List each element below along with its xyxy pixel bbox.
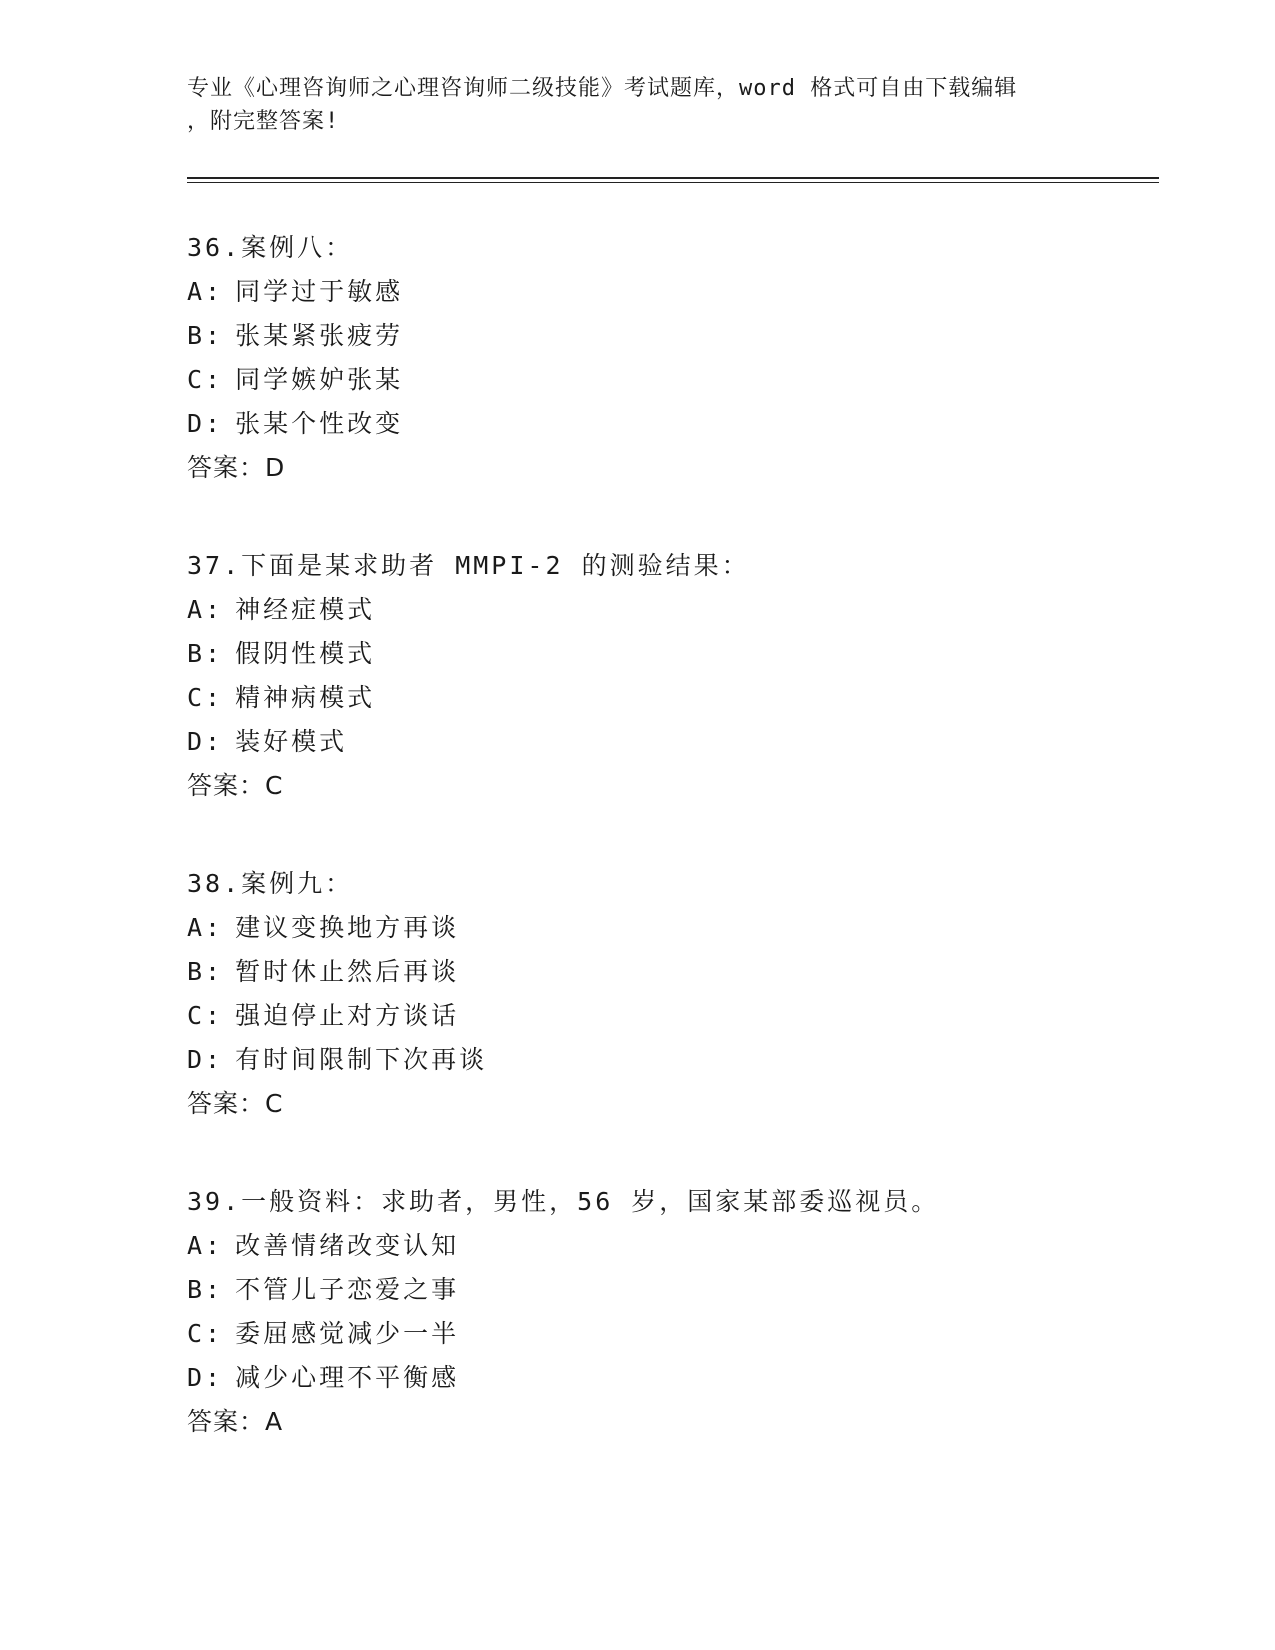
option-b <box>187 634 375 670</box>
question-stem: 39.一般资料：求助者，男性，56 岁，国家某部委巡视员。 <box>187 1187 940 1216</box>
option-text: 装好模式 <box>235 727 348 756</box>
option-d <box>187 404 403 440</box>
option-text: 张某紧张疲劳 <box>235 321 404 350</box>
answer-label: 答案：C <box>187 1089 284 1118</box>
option-letter: B: <box>187 1275 224 1304</box>
option-c <box>187 678 375 714</box>
option-a <box>187 1226 459 1262</box>
question-stem: 38.案例九： <box>187 869 354 898</box>
option-letter: A: <box>187 913 224 942</box>
option-text: 改善情绪改变认知 <box>235 1231 460 1260</box>
option-a <box>187 590 375 626</box>
option-text: 建议变换地方再谈 <box>235 913 460 942</box>
option-text: 假阴性模式 <box>235 639 376 668</box>
option-letter: B: <box>187 639 224 668</box>
question-stem: 36.案例八： <box>187 233 354 262</box>
option-a <box>187 908 459 944</box>
question-stem: 37.下面是某求助者 MMPI-2 的测验结果： <box>187 551 750 580</box>
header-divider-thin <box>187 182 1159 183</box>
option-a <box>187 272 403 308</box>
option-d <box>187 1040 487 1076</box>
option-letter: D: <box>187 409 224 438</box>
option-text: 神经症模式 <box>235 595 376 624</box>
document-header <box>187 72 1067 138</box>
header-line-1: 专业《心理咨询师之心理咨询师二级技能》考试题库，word 格式可自由下载编辑 <box>187 76 1018 101</box>
option-letter: A: <box>187 595 224 624</box>
option-text: 委屈感觉减少一半 <box>235 1319 460 1348</box>
option-text: 暂时休止然后再谈 <box>235 957 460 986</box>
option-letter: A: <box>187 1231 224 1260</box>
option-text: 同学过于敏感 <box>235 277 404 306</box>
option-text: 不管儿子恋爱之事 <box>235 1275 460 1304</box>
answer-label: 答案：C <box>187 771 284 800</box>
answer-label: 答案：D <box>187 453 286 482</box>
option-letter: D: <box>187 1045 224 1074</box>
option-letter: C: <box>187 683 224 712</box>
option-letter: B: <box>187 957 224 986</box>
option-text: 有时间限制下次再谈 <box>235 1045 488 1074</box>
option-letter: C: <box>187 365 224 394</box>
option-letter: B: <box>187 321 224 350</box>
header-line-2: ，附完整答案! <box>187 109 340 134</box>
option-text: 强迫停止对方谈话 <box>235 1001 460 1030</box>
option-c <box>187 1314 459 1350</box>
option-d <box>187 1358 459 1394</box>
option-letter: D: <box>187 727 224 756</box>
option-text: 张某个性改变 <box>235 409 404 438</box>
option-b <box>187 952 459 988</box>
option-letter: C: <box>187 1001 224 1030</box>
option-letter: A: <box>187 277 224 306</box>
answer-label: 答案：A <box>187 1407 284 1436</box>
header-divider-thick <box>187 177 1159 179</box>
option-text: 同学嫉妒张某 <box>235 365 404 394</box>
option-text: 精神病模式 <box>235 683 376 712</box>
option-letter: C: <box>187 1319 224 1348</box>
option-c <box>187 996 459 1032</box>
option-b <box>187 316 403 352</box>
option-b <box>187 1270 459 1306</box>
option-letter: D: <box>187 1363 224 1392</box>
option-d <box>187 722 347 758</box>
option-c <box>187 360 403 396</box>
option-text: 减少心理不平衡感 <box>235 1363 460 1392</box>
